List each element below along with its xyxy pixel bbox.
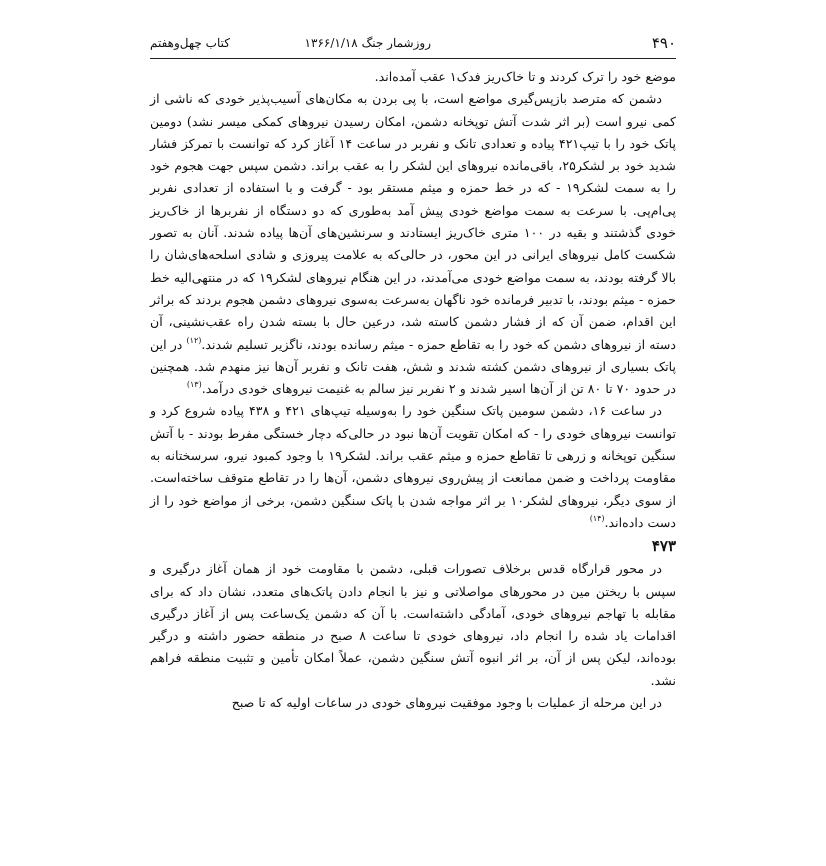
body-text	[150, 66, 676, 714]
text-run: در این مرحله از عملیات با وجود موفقیت نیروهای خودی در ساعات اولیه که تا صبح	[231, 695, 662, 711]
text-run: دشمن که مترصد بازپس‌گیری مواضع است، با پی بردن به مکان‌های آسیب‌پذیر خودی که ناشی از کمی نیرو است (بر اثر شدت آتش توپخانه دشمن، امکان رسیدن نیروهای کمکی میسر نشد) دومین پاتک خود را با تیپ۴۲۱ پیاده و تعدادی تانک و نفربر در ساعت ۱۴ آغاز کرد که توانست با تمرکز فشار شدید خود بر لشکر۲۵، باقی‌مانده نیروهای این لشکر را به عقب براند. دشمن سپس جهت هجوم خود را به سمت لشکر۱۹ - که در خط حمزه و میثم مستقر بود - گرفت و با استفاده از تعدادی نفربر پی‌ام‌پی. با سرعت به سمت مواضع خودی پیش آمد به‌طوری که دو دستگاه از نفربرها از خاک‌ریز خودی گذشتند و بقیه در ۱۰۰ متری خاک‌ریز ایستادند و سرنشین‌های آن‌ها پیاده شدند. آنان به تصور شکست کامل نیروهای ایرانی در این محور، در حالی‌که به علامت پیروزی و شادی اسلحه‌های‌شان را بالا گرفته بودند، به سمت مواضع خودی می‌آمدند، در این هنگام نیروهای لشکر۱۹ که در منتهی‌الیه خط حمزه - میثم بودند، با تدبیر فرمانده خود ناگهان به‌سرعت به‌سوی نیروهای دشمن هجوم بردند که براثر این اقدام، ضمن آن که از فشار دشمن کاسته شد، درعین حال با بسته شدن راه عقب‌نشینی، آن دسته از نیروهای دشمن که خود را به تقاطع حمزه - میثم رسانده بودند، ناگزیر تسلیم شدند.	[150, 91, 676, 352]
book-title: کتاب چهل‌وهفتم	[150, 36, 230, 50]
text-run: در این پاتک بسیاری از نیروهای دشمن کشته شدند و شش، هفت تانک و نفربر آن‌ها نیز منهدم شد. همچنین در حدود ۷۰ تا ۸۰ تن از آن‌ها اسیر شدند و ۲ نفربر نیز سالم به غنیمت نیروهای خودی درآمد.	[150, 336, 676, 397]
text-run: موضع خود را ترک کردند و تا خاک‌ریز فدک۱ عقب آمده‌اند.	[374, 69, 676, 84]
paragraph	[150, 88, 676, 400]
text-run: در ساعت ۱۶، دشمن سومین پاتک سنگین خود را به‌وسیله تیپ‌های ۴۲۱ و ۴۳۸ پیاده شروع کرد و توانست نیروهای خودی را - که امکان تقویت آن‌ها نبود در حالی‌که دچار خستگی مفرط بودند - با آتش سنگین توپخانه و زرهی تا تقاطع حمزه و میثم عقب براند. لشکر۱۹ با وجود کمبود نیرو، سرسختانه به مقاومت پرداخت و ضمن ممانعت از پیش‌روی نیروهای دشمن، آن‌ها را در تقاطع متوقف ساخته‌است. از سوی دیگر، نیروهای لشکر۱۰ بر اثر مواجه شدن با پاتک سنگین دشمن، برخی از مواضع خود را از دست داده‌اند.	[150, 403, 677, 530]
paragraph	[150, 692, 676, 714]
paragraph	[150, 400, 676, 534]
page-number: ۴۹۰	[651, 34, 676, 52]
footnote-ref: (۱۲)	[186, 335, 202, 345]
header-rule	[150, 58, 676, 59]
text-run: در محور قرارگاه قدس برخلاف تصورات قبلی، دشمن با مقاومت خود از همان آغاز درگیری و سپس با ریختن مین در محورهای مواصلاتی و نیز با انجام دادن پاتک‌های متعدد، نشان داد که برای مقابله با تهاجم نیروهای خودی، آمادگی داشته‌است. با آن که دشمن یک‌ساعت پس از آغاز درگیری اقدامات یاد شده را انجام داد، نیروهای خودی تا ساعت ۸ صبح در منطقه حضور داشته و درگیر بوده‌اند، لیکن پس از آن، بر اثر انبوه آتش سنگین دشمن، عملاً امکان تأمین و تثبیت منطقه فراهم نشد.	[150, 561, 677, 688]
running-title: روزشمار جنگ ۱۳۶۶/۱/۱۸	[304, 36, 431, 50]
paragraph	[150, 66, 676, 88]
footnote-ref: (۱۳)	[186, 380, 202, 390]
section-number: ۴۷۳	[651, 537, 676, 556]
page-header	[150, 32, 676, 54]
footnote-ref: (۱۴)	[589, 513, 605, 523]
paragraph	[150, 558, 676, 692]
